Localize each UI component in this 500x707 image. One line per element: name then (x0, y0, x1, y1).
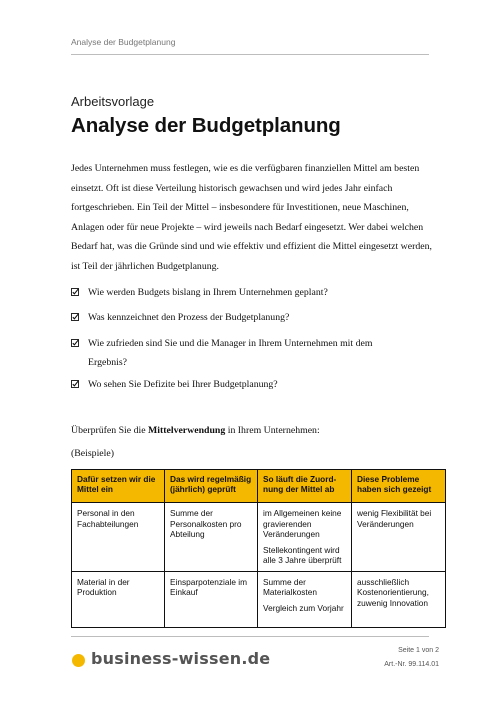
checked-box-icon (71, 288, 79, 296)
table-row (72, 571, 446, 627)
table-cell: Material in der Produktion (72, 571, 165, 627)
table-cell: wenig Flexibilität bei Veränderungen (352, 503, 446, 572)
table-cell: Summe der Personalkosten pro Abteilung (165, 503, 258, 572)
table-header-row (72, 470, 446, 503)
checklist-item-text: Wie zufrieden sind Sie und die Manager in Ihrem Unternehmen mit dem Ergebnis? (88, 338, 373, 368)
column-header-review: Das wird regelmäßig (jährlich) geprüft (165, 470, 258, 503)
page-number: Seite 1 von 2 (398, 647, 439, 654)
table-cell: im Allgemeinen keine gravierenden Veränderungen Stellekontingent wird alle 3 Jahre überprüft (258, 503, 352, 572)
header-divider (71, 54, 429, 55)
document-title: Analyse der Budgetplanung (71, 114, 341, 137)
checklist-item-text: Was kennzeichnet den Prozess der Budgetplanung? (88, 312, 290, 323)
running-header: Analyse der Budgetplanung (71, 37, 176, 47)
intro-paragraph: Jedes Unternehmen muss festlegen, wie es die verfügbaren finanziellen Mittel am besten einsetzt. Oft ist diese Verteilung historisch gewachsen und wird jedes Jahr einfach fortgeschrieben. Ein Teil der Mittel – insbesondere für Investitionen, neue Maschinen, Anlagen oder für neue Projekte – wird jeweils nach Bedarf eingesetzt. Wer dabei welchen Bedarf hat, was die Gründe sind und wie effektiv und effizient die Mittel eingesetzt werden, ist Teil der jährlichen Budgetplanung. (71, 163, 432, 272)
table-cell: Summe der Materialkosten Vergleich zum Vorjahr (258, 571, 352, 627)
examples-note: (Beispiele) (71, 448, 114, 459)
table-cell: Personal in den Fachabteilungen (72, 503, 165, 572)
checklist-item-text: Wo sehen Sie Defizite bei Ihrer Budgetplanung? (88, 379, 278, 390)
table-lead-text (71, 425, 320, 436)
column-header-problems: Diese Probleme haben sich gezeigt (352, 470, 446, 503)
column-header-usage: Dafür setzen wir die Mittel ein (72, 470, 165, 503)
checklist-item-text: Wie werden Budgets bislang in Ihrem Unternehmen geplant? (88, 287, 328, 298)
article-number: Art.-Nr. 99.114.01 (384, 661, 439, 668)
checked-box-icon (71, 380, 79, 388)
budget-usage-table (71, 469, 446, 628)
logo-dot-icon (72, 654, 85, 667)
footer-divider (71, 636, 429, 637)
table-cell: ausschließlich Kostenorientierung, zuwenig Innovation (352, 571, 446, 627)
checked-box-icon (71, 313, 79, 321)
checked-box-icon (71, 339, 79, 347)
lead-text-emphasis: Mittelverwendung (148, 425, 226, 436)
brand-logo-text: business-wissen.de (91, 649, 271, 668)
table-cell: Einsparpotenziale im Einkauf (165, 571, 258, 627)
lead-text-start: Überprüfen Sie die (71, 425, 148, 436)
document-subtitle: Arbeitsvorlage (71, 94, 155, 109)
column-header-allocation: So läuft die Zuordnung der Mittel ab (258, 470, 352, 503)
lead-text-end: in Ihrem Unternehmen: (225, 425, 320, 436)
table-row (72, 503, 446, 572)
